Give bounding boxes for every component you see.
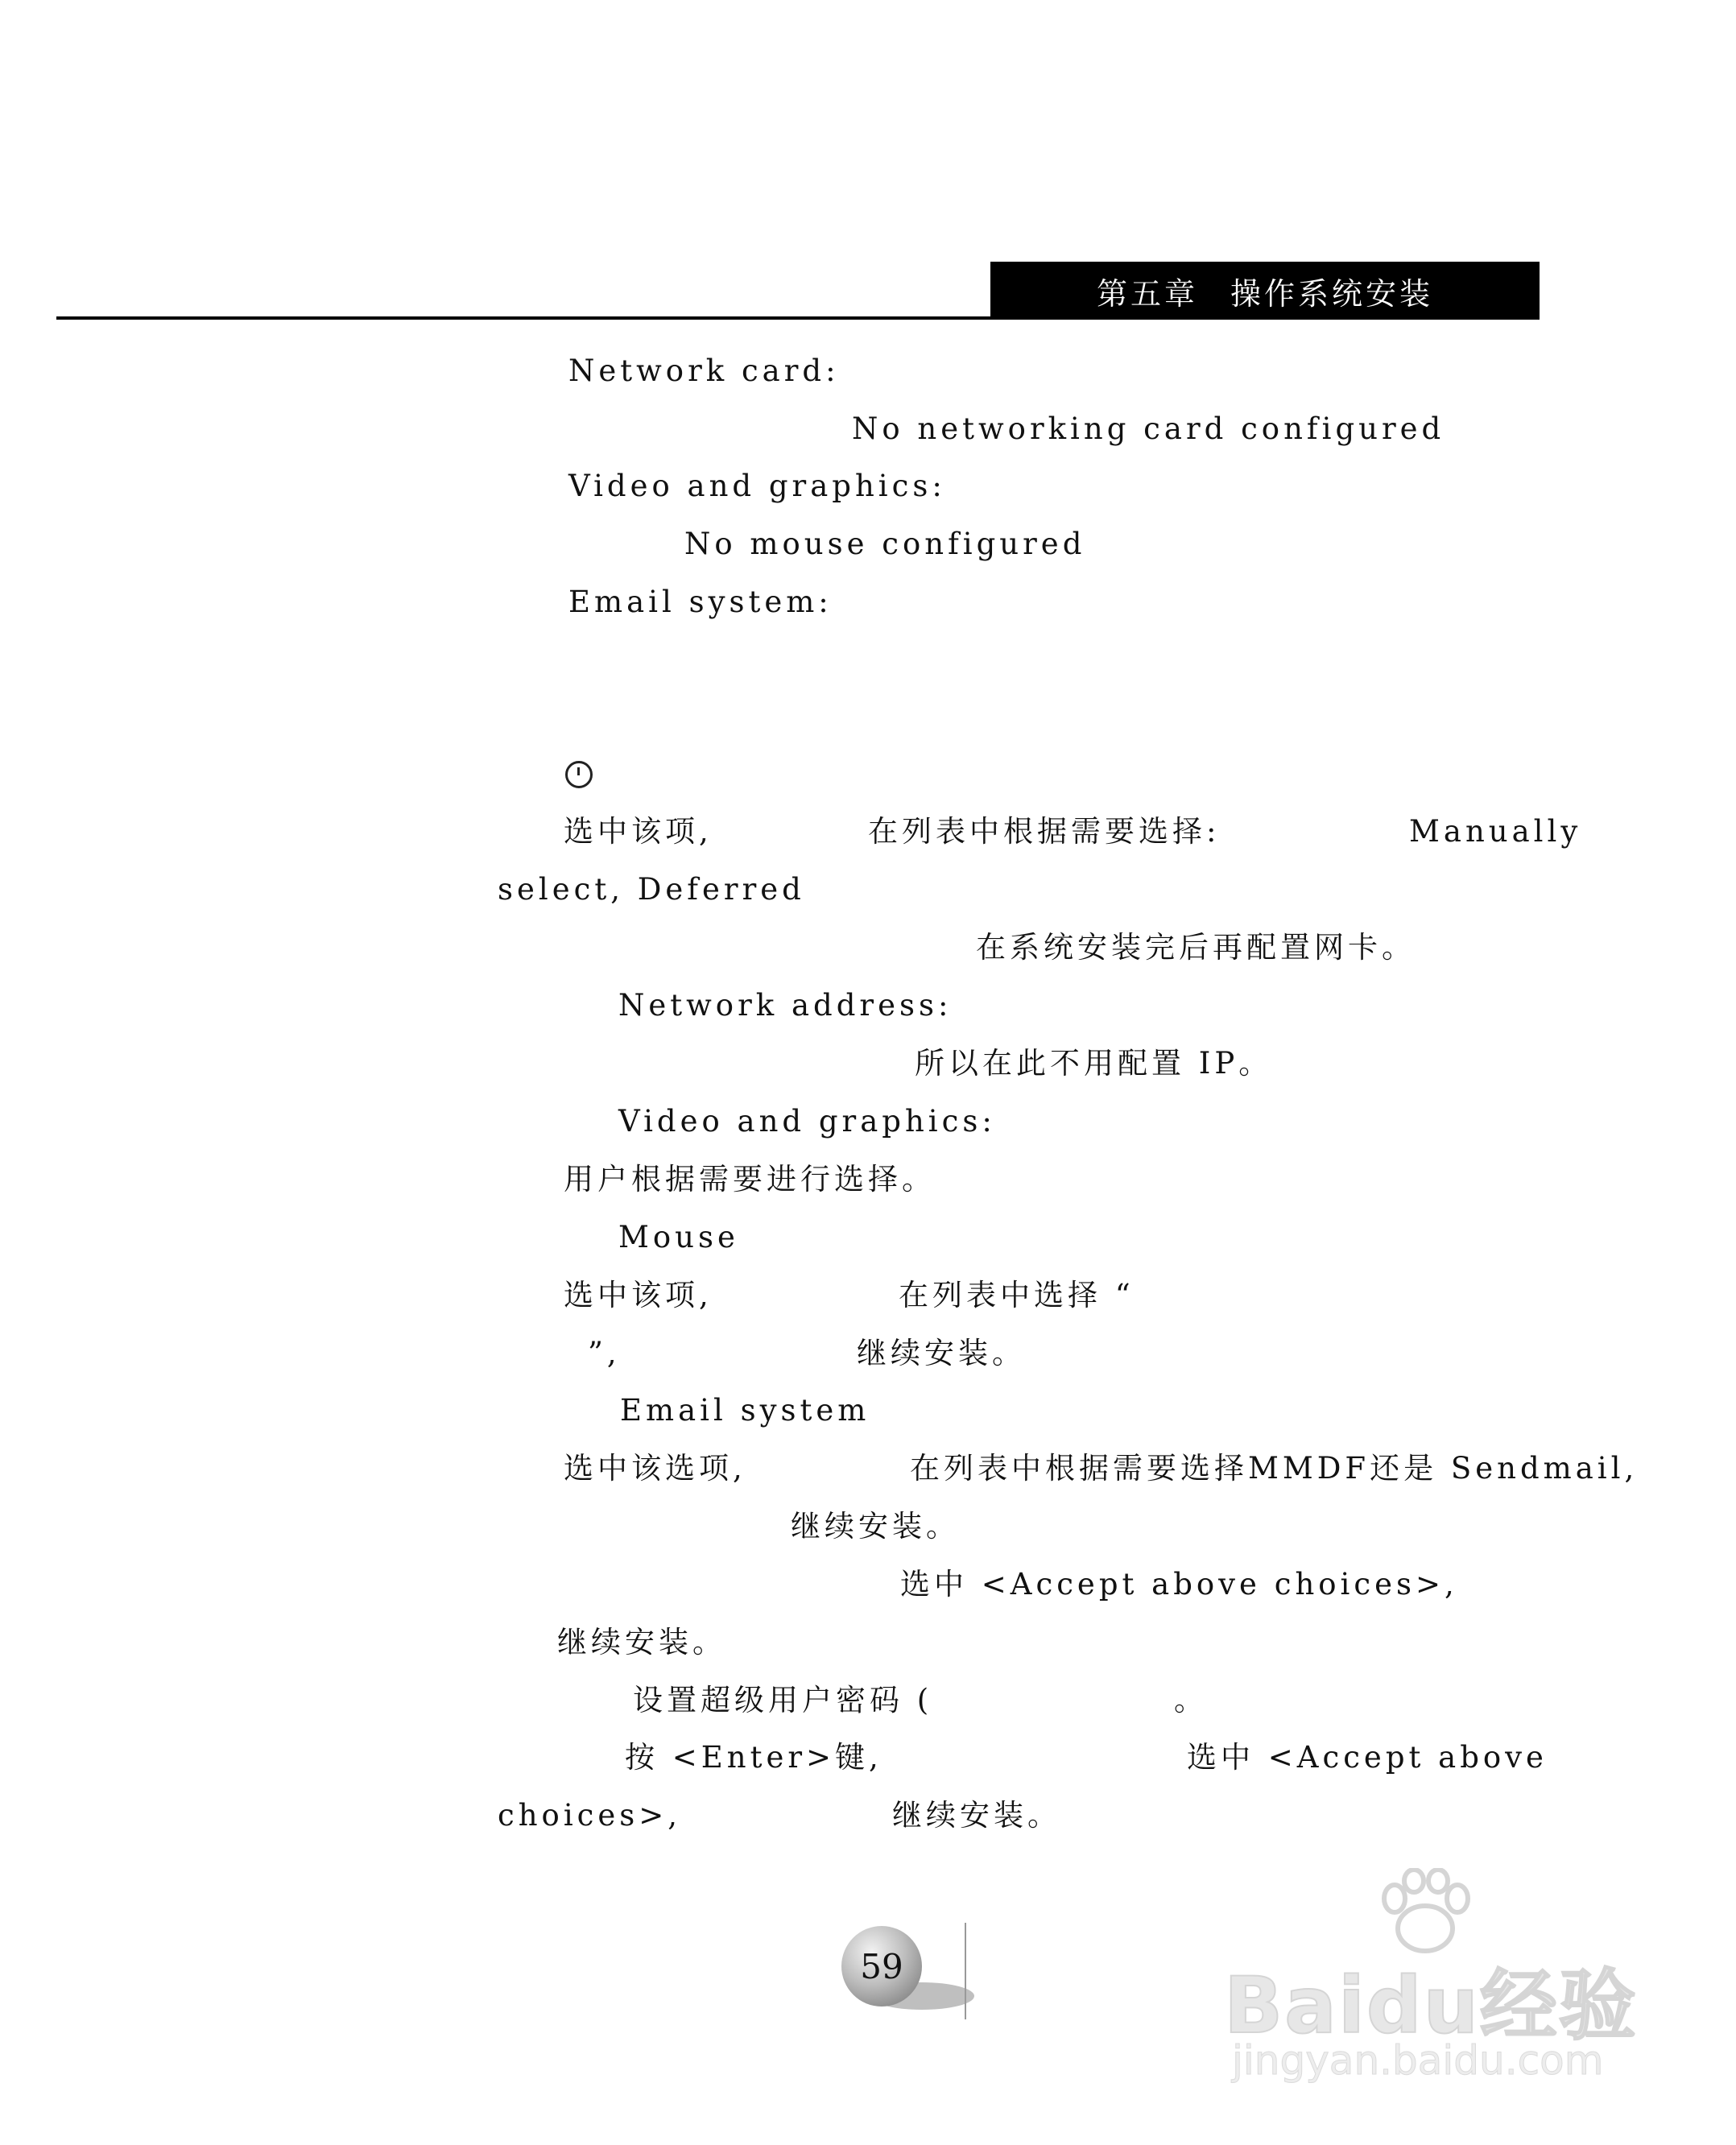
network-card-value: No networking card configured xyxy=(852,411,1445,446)
network-address-heading: Network address: xyxy=(618,988,953,1023)
watermark-url: jingyan.baidu.com xyxy=(1232,2037,1604,2084)
text-line: 在列表中根据需要选择MMDF还是 Sendmail, xyxy=(910,1451,1639,1486)
text-line: 用户根据需要进行选择。 xyxy=(564,1162,936,1196)
text-line: 继续安装。 xyxy=(557,1625,726,1659)
text-line: select, Deferred xyxy=(498,872,805,907)
text-line: 选中该项, xyxy=(564,1278,713,1312)
page-number: 59 xyxy=(841,1926,922,2007)
text-line: choices>, xyxy=(498,1798,682,1833)
text-line: 继续安装。 xyxy=(791,1509,960,1544)
mouse-value: No mouse configured xyxy=(684,527,1086,561)
text-line: 在列表中根据需要选择: xyxy=(868,814,1221,849)
email-system-label: Email system: xyxy=(568,585,833,619)
text-line: 选中该项, xyxy=(564,814,713,849)
text-line: 在列表中选择 “ xyxy=(899,1278,1135,1312)
page-divider xyxy=(965,1923,966,2019)
baidu-watermark xyxy=(1224,1868,1643,2085)
header-rule xyxy=(56,316,990,320)
text-line: Manually xyxy=(1409,814,1582,849)
chapter-header xyxy=(990,262,1540,320)
text-line: 选中 <Accept above xyxy=(1187,1740,1548,1775)
text-line: 选中 <Accept above choices>, xyxy=(900,1567,1458,1602)
mouse-heading: Mouse xyxy=(618,1220,739,1254)
clock-icon xyxy=(565,761,593,788)
text-line: 继续安装。 xyxy=(892,1798,1061,1833)
network-card-label: Network card: xyxy=(568,353,840,388)
text-line: 在系统安装完后再配置网卡。 xyxy=(976,930,1416,965)
text-line: 按 <Enter>键, xyxy=(625,1740,882,1775)
text-line: 所以在此不用配置 IP。 xyxy=(915,1046,1273,1081)
email-system-heading: Email system xyxy=(620,1393,870,1428)
paw-icon xyxy=(1377,1868,1474,1957)
text-line: ”, xyxy=(588,1336,621,1370)
video-graphics-heading: Video and graphics: xyxy=(618,1104,996,1139)
text-line: 设置超级用户密码 ( xyxy=(633,1683,933,1717)
chapter-title: 操作系统安装 xyxy=(1230,275,1434,312)
chapter-number: 第五章 xyxy=(1096,275,1198,312)
watermark-brand: Baidu经验 xyxy=(1224,1961,1638,2051)
text-line: 继续安装。 xyxy=(857,1336,1026,1370)
text-line: 选中该选项, xyxy=(564,1451,746,1486)
text-line: 。 xyxy=(1174,1683,1208,1717)
video-graphics-label: Video and graphics: xyxy=(568,469,946,503)
